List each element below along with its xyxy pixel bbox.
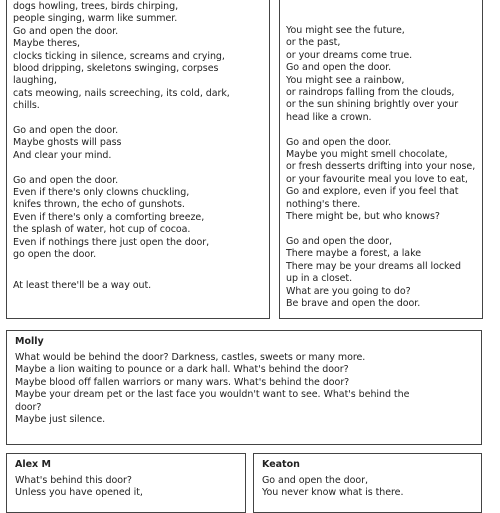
poem-text bbox=[13, 0, 263, 292]
poem-line: or your favourite meal you love to eat, bbox=[286, 173, 468, 185]
poem-text bbox=[15, 475, 237, 500]
poem-line: There might be, but who knows? bbox=[286, 211, 440, 223]
poem-line: Be brave and open the door. bbox=[286, 297, 421, 309]
poem-line: or the past, bbox=[286, 37, 341, 49]
poem-line: clocks ticking in silence, screams and crying, bbox=[13, 50, 225, 62]
author-name: Keaton bbox=[262, 459, 300, 470]
poem-line: dogs howling, trees, birds chirping, bbox=[13, 1, 179, 12]
poem-line: Maybe a lion waiting to pounce or a dark hall. What's behind the door? bbox=[15, 364, 349, 376]
poem-line: Even if nothings there just open the door, bbox=[13, 236, 210, 248]
poem-line: head like a crown. bbox=[286, 111, 372, 123]
poem-line: or fresh desserts drifting into your nose, bbox=[286, 161, 476, 173]
poem-line: There maybe a forest, a lake bbox=[286, 248, 421, 260]
stanza-gap bbox=[13, 262, 263, 280]
poem-line: What are you going to do? bbox=[286, 285, 411, 297]
poem-box-keaton bbox=[253, 453, 482, 513]
poem-line: the splash of water, hot cup of cocoa. bbox=[13, 224, 191, 236]
poem-box-molly bbox=[6, 330, 482, 445]
poem-line: or raindrops falling from the clouds, bbox=[286, 87, 455, 99]
poem-line: Go and open the door. bbox=[286, 136, 392, 148]
poem-line: Go and open the door. bbox=[13, 125, 119, 137]
poem-line: What's behind this door? bbox=[15, 475, 132, 486]
poem-line: people singing, warm like summer. bbox=[13, 13, 178, 25]
poem-line: laughing, bbox=[13, 75, 57, 87]
stanza-gap bbox=[13, 113, 263, 125]
poem-line: Maybe your dream pet or the last face you wouldn't want to see. What's behind the bbox=[15, 389, 410, 401]
poem-line: Unless you have opened it, bbox=[15, 487, 143, 499]
poem-line: Even if there's only a comforting breeze, bbox=[13, 211, 205, 223]
poem-box-alex bbox=[6, 453, 246, 513]
stanza-gap bbox=[13, 162, 263, 174]
poem-line: You never know what is there. bbox=[262, 487, 404, 499]
poem-line: Go and open the door, bbox=[286, 235, 392, 247]
poem-box-right bbox=[279, 0, 483, 319]
poem-box-left bbox=[6, 0, 270, 319]
poem-line: You might see the future, bbox=[286, 25, 405, 36]
author-name: Alex M bbox=[15, 459, 51, 470]
poem-line: Go and open the door. bbox=[286, 62, 392, 74]
poem-line: There may be your dreams all locked bbox=[286, 260, 461, 272]
poem-text bbox=[15, 352, 473, 426]
poem-line: door? bbox=[15, 401, 42, 413]
poem-line: up in a closet. bbox=[286, 273, 353, 285]
poem-line: Go and open the door. bbox=[13, 25, 119, 37]
poem-line: Maybe theres, bbox=[13, 38, 80, 50]
poem-text bbox=[286, 0, 476, 310]
poem-line: Maybe blood off fallen warriors or many wars. What's behind the door? bbox=[15, 376, 350, 388]
poem-line: Maybe you might smell chocolate, bbox=[286, 149, 448, 161]
poem-line: Go and open the door, bbox=[262, 475, 368, 486]
poem-line: cats meowing, nails screeching, its cold, dark, bbox=[13, 87, 230, 99]
poem-line: nothing's there. bbox=[286, 198, 361, 210]
poem-text bbox=[262, 475, 473, 500]
stanza-gap bbox=[286, 223, 476, 235]
poem-line: At least there'll be a way out. bbox=[13, 279, 152, 291]
stanza-gap bbox=[286, 124, 476, 136]
poem-line: What would be behind the door? Darkness, castles, sweets or many more. bbox=[15, 352, 366, 363]
poem-line: or the sun shining brightly over your bbox=[286, 99, 459, 111]
poem-line: go open the door. bbox=[13, 249, 97, 261]
poem-line: or your dreams come true. bbox=[286, 49, 413, 61]
poem-line: chills. bbox=[13, 100, 40, 112]
poem-line: And clear your mind. bbox=[13, 149, 112, 161]
poem-line: Even if there's only clowns chuckling, bbox=[13, 187, 190, 199]
poem-line: Go and open the door. bbox=[13, 174, 119, 186]
poem-line: Go and explore, even if you feel that bbox=[286, 186, 459, 198]
author-name: Molly bbox=[15, 336, 44, 347]
poem-line: blood dripping, skeletons swinging, corpses bbox=[13, 63, 219, 75]
poem-line: knifes thrown, the echo of gunshots. bbox=[13, 199, 185, 211]
poem-line: Maybe just silence. bbox=[15, 414, 106, 426]
poem-line: You might see a rainbow, bbox=[286, 74, 405, 86]
poem-line: Maybe ghosts will pass bbox=[13, 137, 122, 149]
